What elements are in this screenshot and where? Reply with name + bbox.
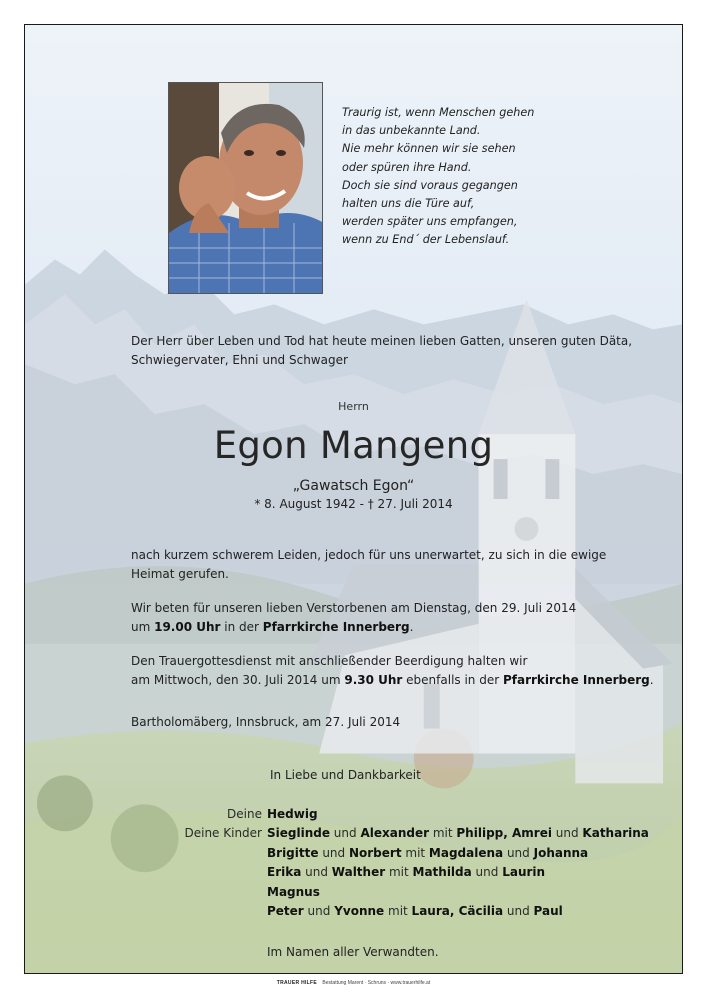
- passing-line: Heimat gerufen.: [131, 566, 229, 581]
- intro-line: Der Herr über Leben und Tod hat heute meinen lieben Gatten, unseren guten Däta,: [131, 334, 633, 348]
- poem-line: in das unbekannte Land.: [342, 124, 481, 138]
- poem-line: Nie mehr können wir sie sehen: [342, 142, 516, 156]
- poem-line: Traurig ist, wenn Menschen gehen: [342, 106, 535, 119]
- passing-text: [131, 546, 606, 583]
- family-line: Peter und Yvonne mit Laura, Cäcilia und Paul: [267, 904, 563, 918]
- intro-text: [131, 332, 632, 369]
- poem-line: werden später uns empfangen,: [342, 215, 518, 229]
- poem-line: oder spüren ihre Hand.: [342, 160, 472, 174]
- wife-name: Hedwig: [267, 807, 318, 821]
- family-line: Erika und Walther mit Mathilda und Laurin: [267, 865, 546, 879]
- footer: [0, 980, 707, 986]
- prayer-line: um 19.00 Uhr in der Pfarrkirche Innerberg.: [131, 619, 414, 634]
- poem-line: wenn zu End´ der Lebenslauf.: [342, 233, 510, 247]
- wife-label: Deine: [227, 807, 262, 821]
- funeral-place: Pfarrkirche Innerberg: [502, 672, 650, 687]
- love-line: In Liebe und Dankbarkeit: [270, 768, 421, 782]
- funeral-time: 9.30 Uhr: [344, 672, 403, 687]
- prayer-time: 19.00 Uhr: [154, 619, 221, 634]
- funeral-text: [131, 652, 654, 689]
- funeral-line: am Mittwoch, den 30. Juli 2014 um 9.30 Uhr ebenfalls in der Pfarrkirche Innerberg.: [131, 672, 654, 687]
- deceased-name: Egon Mangeng: [213, 424, 494, 467]
- nickname: „Gawatsch Egon“: [292, 478, 415, 494]
- family-line: Magnus: [267, 885, 320, 899]
- children-label: Deine Kinder: [184, 826, 262, 840]
- poem-line: Doch sie sind voraus gegangen: [342, 178, 518, 192]
- family-line: Sieglinde und Alexander mit Philipp, Amrei und Katharina: [267, 826, 649, 840]
- poem-line: halten uns die Türe auf,: [342, 197, 475, 211]
- memorial-poem: [342, 104, 602, 250]
- family-line: Brigitte und Norbert mit Magdalena und Johanna: [267, 846, 589, 860]
- prayer-place: Pfarrkirche Innerberg: [262, 619, 410, 634]
- closing-line: Im Namen aller Verwandten.: [267, 945, 439, 959]
- intro-line: Schwiegervater, Ehni und Schwager: [131, 352, 348, 367]
- prayer-line: Wir beten für unseren lieben Verstorbenen am Dienstag, den 29. Juli 2014: [131, 601, 577, 615]
- portrait-photo: [168, 82, 323, 294]
- footer-text: Bestattung Marent · Schruns · www.trauerhilfe.at: [322, 980, 431, 986]
- passing-line: nach kurzem schwerem Leiden, jedoch für uns unerwartet, zu sich in die ewige: [131, 548, 607, 562]
- honorific: Herrn: [338, 400, 369, 413]
- life-dates: * 8. August 1942 - † 27. Juli 2014: [254, 497, 453, 511]
- funeral-line: Den Trauergottesdienst mit anschließender Beerdigung halten wir: [131, 654, 528, 668]
- place-date: Bartholomäberg, Innsbruck, am 27. Juli 2014: [131, 715, 401, 729]
- prayer-text: [131, 599, 576, 636]
- footer-brand: TRAUER HILFE: [276, 980, 318, 986]
